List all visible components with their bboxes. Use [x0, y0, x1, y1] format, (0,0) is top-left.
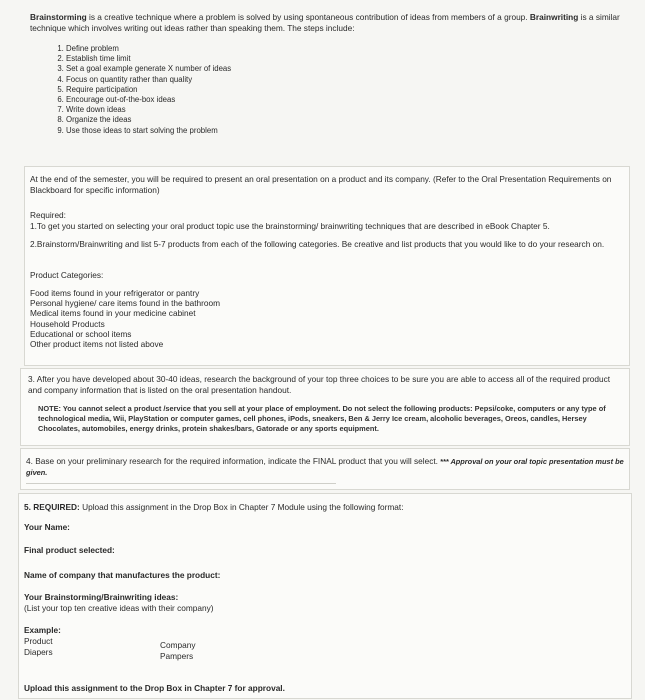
step5-text: Upload this assignment in the Drop Box in Chapter 7 Module using the following format: [79, 502, 404, 512]
required-item-2: 2.Brainstorm/Brainwriting and list 5-7 products from each of the following categories. Be creative and list products that you would like to do your research on. [30, 239, 605, 249]
intro-text-1: is a creative technique where a problem is solved by using spontaneous contribution of ideas from members of a group. [86, 12, 530, 22]
upload-instruction: Upload this assignment to the Drop Box in Chapter 7 for approval. [24, 683, 285, 693]
step-item: 1. Define problem [66, 44, 366, 54]
ideas-note: (List your top ten creative ideas with their company) [24, 603, 214, 613]
your-name-label: Your Name: [24, 522, 70, 532]
example-product-header: Product [24, 636, 53, 646]
brainstorm-steps-list [52, 44, 366, 136]
step4-answer-line [26, 483, 336, 484]
step5-instruction [24, 502, 624, 513]
category-item: Food items found in your refrigerator or pantry [30, 288, 200, 298]
category-item: Educational or school items [30, 328, 132, 339]
step4-text: 4. Base on your preliminary research for the required information, indicate the FINAL product that you will select. [26, 456, 438, 466]
category-item: Household Products [30, 318, 105, 329]
ideas-heading: Your Brainstorming/Brainwriting ideas: [24, 592, 179, 602]
step-item: 7. Write down ideas [66, 105, 366, 115]
category-item: Medical items found in your medicine cabinet [30, 308, 196, 319]
step-item: 8. Organize the ideas [66, 115, 366, 125]
final-product-label: Final product selected: [24, 545, 115, 555]
company-name-label: Name of company that manufactures the product: [24, 570, 221, 580]
step3-text: 3. After you have developed about 30-40 ideas, research the background of your top three choices to be sure you are able to access all of the required product and company information that is listed on the oral presentation handout. [28, 374, 611, 395]
example-product-value: Diapers [24, 647, 53, 657]
required-item-1: 1.To get you started on selecting your oral product topic use the brainstorming/ brainwriting techniques that are described in eBook Chapter 5. [30, 221, 550, 231]
step3-note: NOTE: You cannot select a product /service that you sell at your place of employment. Do not select the following products: Pepsi/coke, computers or any type of technological media, Wii, PlayStation or computer games, cell phones, iPods, sneakers, Ben & Jerry Ice cream, alcoholic beverages, Oreos, candles, Hersey Chocolates, automobiles, energy drinks, protein shakes/bars, Gatorade or any sports equipment. [38, 404, 606, 433]
example-label: Example: [24, 625, 61, 635]
step-item: 3. Set a goal example generate X number of ideas [66, 64, 366, 74]
intro-paragraph [30, 12, 630, 34]
example-company-header: Company [160, 640, 196, 650]
intro-term-brainwriting: Brainwriting [529, 12, 579, 22]
step5-required-label: 5. REQUIRED: [24, 502, 80, 512]
step-item: 5. Require participation [66, 85, 366, 95]
step4-approval-note: *** Approval on your oral topic presentation must be given. [26, 457, 624, 477]
step4-paragraph [26, 456, 624, 478]
product-categories-list [30, 288, 220, 349]
product-categories-heading: Product Categories: [30, 270, 104, 280]
step-item: 6. Encourage out-of-the-box ideas [66, 95, 366, 105]
presentation-note: At the end of the semester, you will be required to present an oral presentation on a product and its company. (Refer to the Oral Presentation Requirements on Blackboard for specific information) [30, 174, 612, 195]
intro-text-2: is a similar technique which involves writing out ideas rather than speaking them. The steps include: [30, 12, 620, 33]
step-item: 2. Establish time limit [66, 54, 366, 64]
step-item: 9. Use those ideas to start solving the problem [66, 126, 366, 136]
category-item: Personal hygiene/ care items found in the bathroom [30, 298, 221, 309]
step-item: 4. Focus on quantity rather than quality [66, 75, 366, 85]
required-heading: Required: [30, 210, 66, 220]
intro-term-brainstorming: Brainstorming [30, 12, 87, 22]
example-company-value: Pampers [160, 651, 194, 661]
category-item: Other product items not listed above [30, 339, 164, 350]
